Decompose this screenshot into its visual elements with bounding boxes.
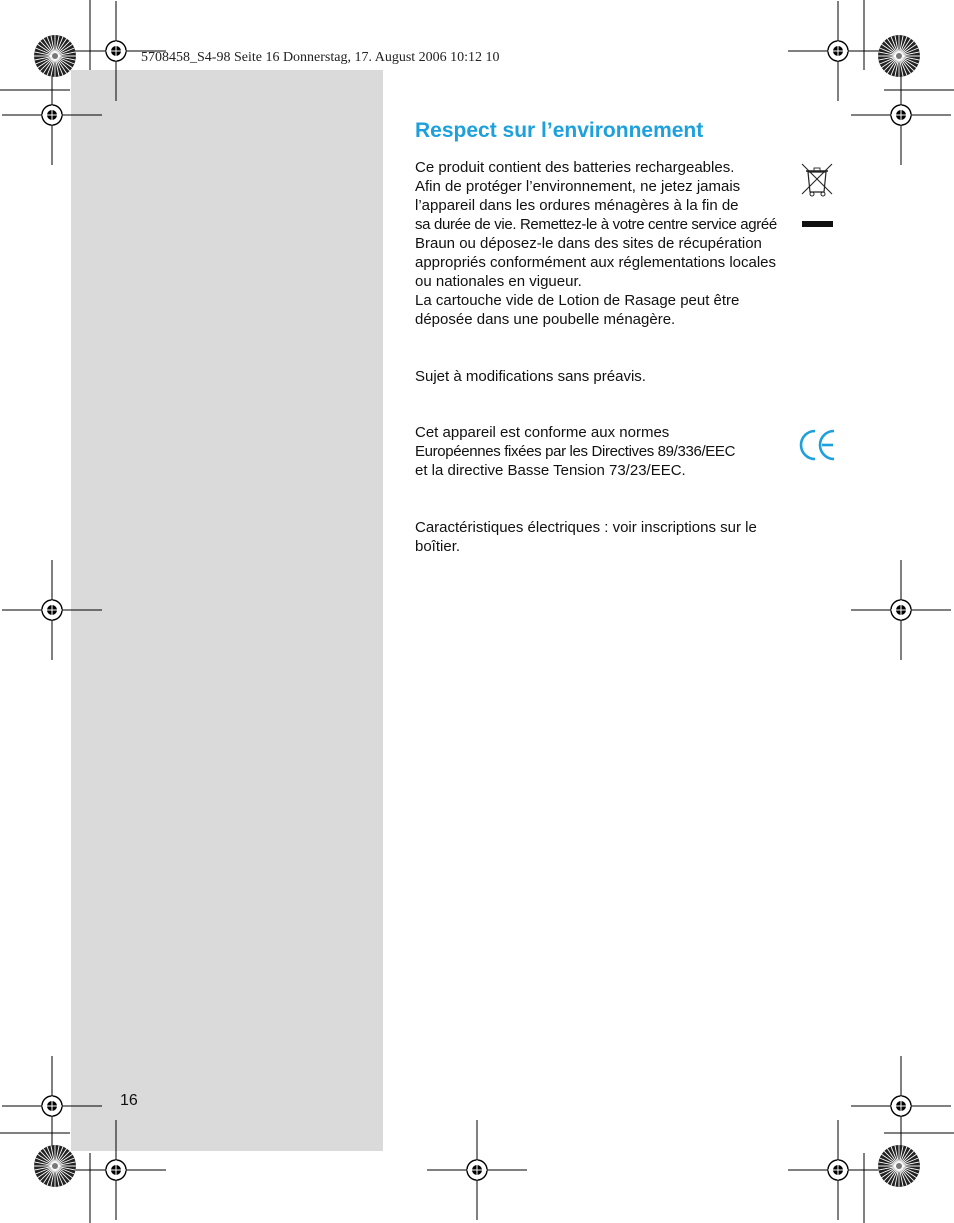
electrical-paragraph [415, 518, 757, 556]
registration-crosshair-icon [2, 1056, 102, 1156]
notice-paragraph [415, 367, 646, 386]
paragraph-line: Braun ou déposez-le dans des sites de récupération [415, 235, 762, 252]
paragraph-line: Cet appareil est conforme aux normes [415, 424, 670, 441]
paragraph-line: Européennes fixées par les Directives 89/336/EEC [415, 443, 736, 460]
print-starburst-icon [878, 1145, 920, 1187]
print-starburst-icon [878, 35, 920, 77]
paragraph-line: La cartouche vide de Lotion de Rasage peut être [415, 292, 740, 309]
registration-crosshair-icon [851, 1056, 951, 1156]
crossed-out-wheelie-bin-icon [796, 160, 836, 232]
paragraph-line: l’appareil dans les ordures ménagères à la fin de [415, 197, 739, 214]
paragraph-line: et la directive Basse Tension 73/23/EEC. [415, 462, 686, 479]
paragraph-line: Caractéristiques électriques : voir inscriptions sur le [415, 519, 757, 536]
registration-crosshair-icon [427, 1120, 527, 1220]
section-title: Respect sur l’environnement [415, 119, 704, 142]
paragraph-line: ou nationales en vigueur. [415, 273, 582, 290]
conformity-paragraph [415, 423, 735, 480]
registration-crosshair-icon [2, 65, 102, 165]
paragraph-line: déposée dans une poubelle ménagère. [415, 311, 676, 328]
print-starburst-icon [34, 35, 76, 77]
registration-crosshair-icon [851, 65, 951, 165]
page-number: 16 [120, 1092, 138, 1109]
environment-paragraph [415, 158, 777, 329]
paragraph-line: Sujet à modifications sans préavis. [415, 368, 646, 385]
registration-crosshair-icon [788, 1120, 888, 1220]
paragraph-line: Ce produit contient des batteries rechargeables. [415, 159, 735, 176]
paragraph-line: appropriés conformément aux réglementations locales [415, 254, 777, 271]
registration-crosshair-icon [66, 1120, 166, 1220]
paragraph-line: sa durée de vie. Remettez-le à votre centre service agréé [415, 216, 777, 233]
ce-mark-icon [796, 425, 838, 465]
print-slug: 5708458_S4-98 Seite 16 Donnerstag, 17. August 2006 10:12 10 [141, 50, 500, 65]
registration-crosshair-icon [788, 1, 888, 101]
registration-crosshair-icon [2, 560, 102, 660]
paragraph-line: boîtier. [415, 538, 461, 555]
registration-crosshair-icon [851, 560, 951, 660]
paragraph-line: Afin de protéger l’environnement, ne jetez jamais [415, 178, 741, 195]
print-starburst-icon [34, 1145, 76, 1187]
